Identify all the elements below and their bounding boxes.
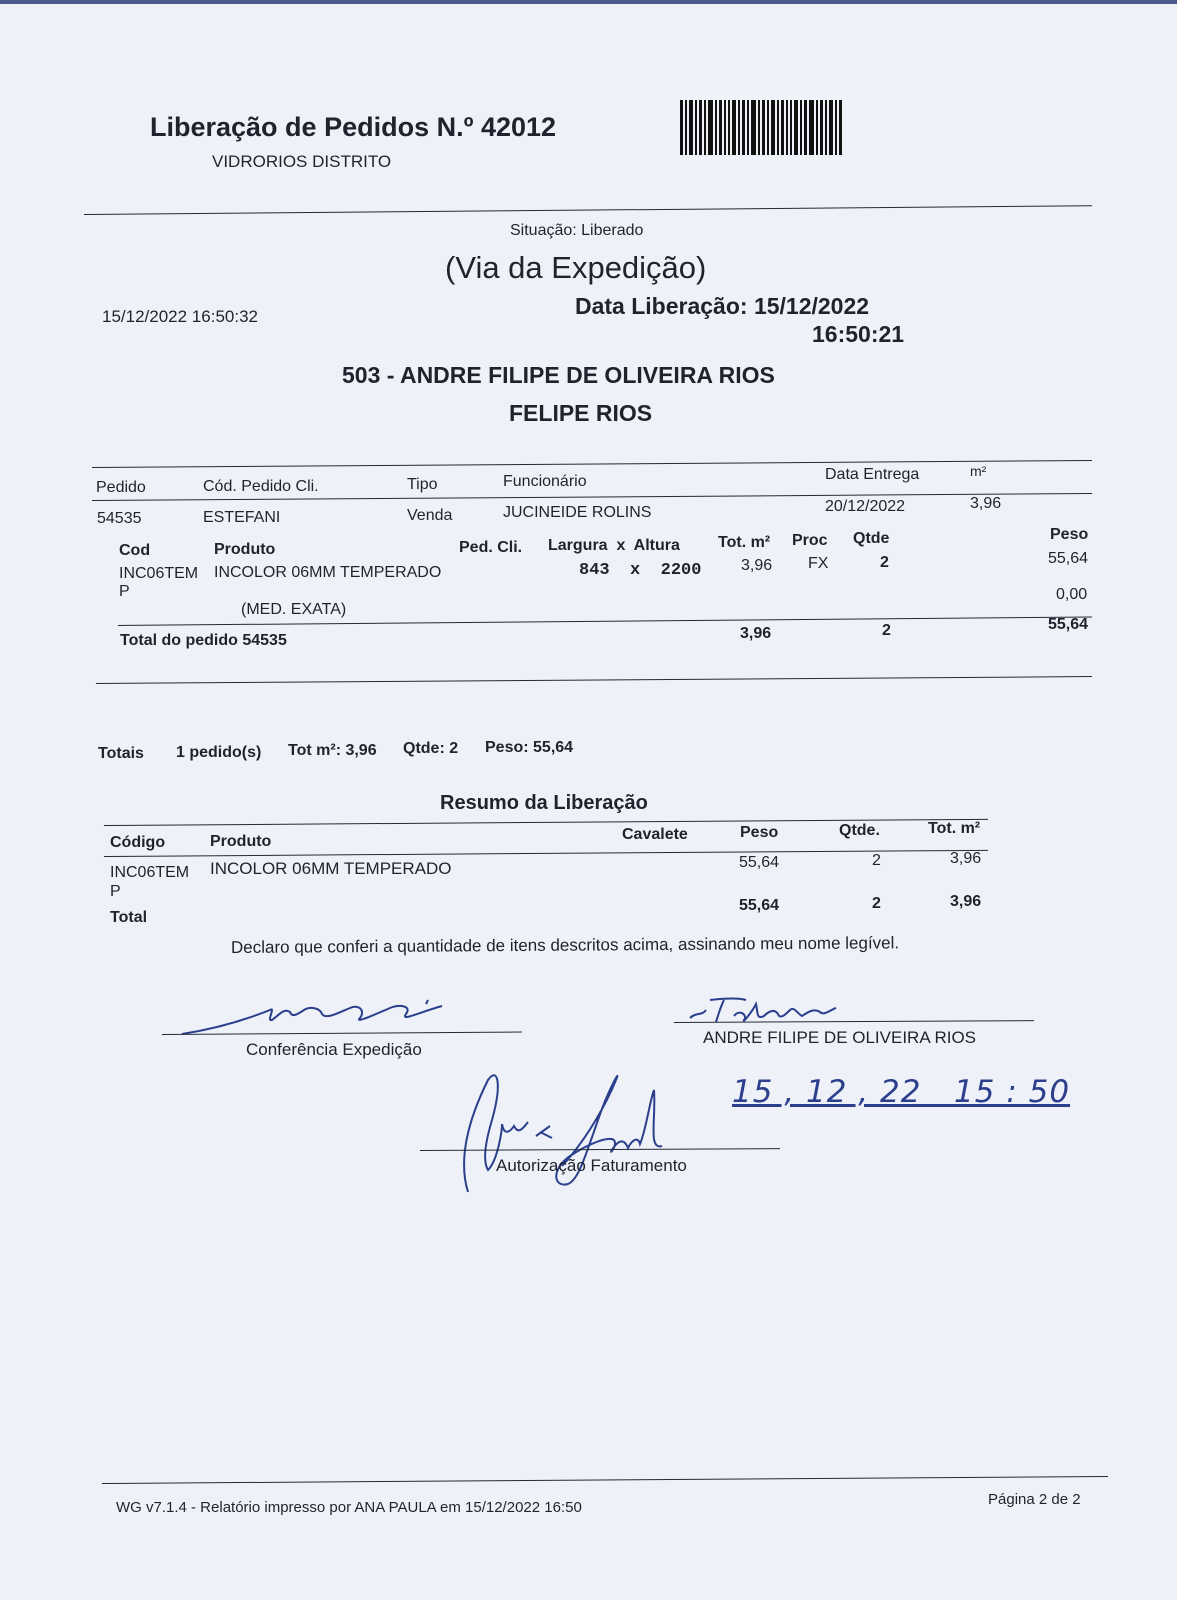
client-short-name: FELIPE RIOS [509,400,653,426]
resumo-cavalete-header: Cavalete [622,826,688,843]
item-proc: FX [808,555,829,572]
resumo-total-qtde: 2 [872,895,881,912]
via-label: (Via da Expedição) [445,250,707,285]
item-ped-cli-header: Ped. Cli. [459,539,523,556]
totais-label: Totais [98,745,144,762]
client-name: 503 - ANDRE FILIPE DE OLIVEIRA RIOS [342,362,775,388]
printed-timestamp: 15/12/2022 16:50:32 [102,307,258,326]
resumo-qtde: 2 [872,852,881,869]
resumo-peso: 55,64 [739,854,780,871]
item-peso-extra: 0,00 [1056,586,1088,603]
col-cod-pedido-cli-header: Cód. Pedido Cli. [203,478,319,495]
order-tipo: Venda [407,507,453,524]
item-tot-m2-header: Tot. m² [718,534,771,551]
footer-rule [102,1476,1108,1484]
status-situacao: Situação: Liberado [510,222,644,239]
item-qtde-header: Qtde [853,530,890,547]
item-cod-continued: P [119,583,130,600]
footer-printed-by: WG v7.1.4 - Relatório impresso por ANA PAULA em 15/12/2022 16:50 [116,1499,582,1516]
resumo-qtde-header: Qtde. [839,822,880,839]
item-tot-m2: 3,96 [741,557,773,574]
resumo-codigo-continued: P [110,883,121,900]
order-total-m2: 3,96 [740,625,772,642]
resumo-tot-m2-header: Tot. m² [928,820,981,837]
resumo-total-peso: 55,64 [739,897,780,914]
conferencia-label: Conferência Expedição [246,1040,422,1059]
item-proc-header: Proc [792,532,828,549]
conferencia-signature-scribble [180,994,450,1044]
client-signature-label: ANDRE FILIPE DE OLIVEIRA RIOS [703,1028,977,1047]
item-peso-header: Peso [1050,526,1089,543]
item-produto: INCOLOR 06MM TEMPERADO [214,564,442,581]
footer-page-number: Página 2 de 2 [988,1491,1081,1508]
item-peso: 55,64 [1048,550,1089,567]
header-divider [84,205,1092,215]
barcode-image [680,100,856,155]
data-liberacao-time: 16:50:21 [812,321,905,347]
order-total-label: Total do pedido 54535 [120,632,287,649]
company-name: VIDRORIOS DISTRITO [212,152,392,171]
resumo-total-label: Total [110,909,148,926]
order-cod-pedido-cli: ESTEFANI [203,509,281,526]
document-title: Liberação de Pedidos N.º 42012 [150,112,557,142]
order-funcionario: JUCINEIDE ROLINS [503,504,652,521]
col-funcionario-header: Funcionário [503,473,587,490]
resumo-produto-header: Produto [210,833,272,850]
handwritten-date: 15 , 12 , 22 15 : 50 [732,1074,1071,1110]
item-produto-header: Produto [214,541,276,558]
resumo-tot-m2: 3,96 [950,850,982,867]
declaration-text: Declaro que conferi a quantidade de itens descritos acima, assinando meu nome legível. [230,933,900,957]
item-largura-altura-header: Largura x Altura [548,537,680,554]
order-total-qtde: 2 [882,622,891,639]
order-total-peso: 55,64 [1048,616,1089,633]
resumo-peso-header: Peso [740,824,779,841]
order-table-top-rule [92,460,1092,468]
order-pedido: 54535 [97,510,142,527]
col-pedido-header: Pedido [96,479,146,496]
totais-qtde: Qtde: 2 [403,740,459,757]
order-bottom-rule [96,676,1092,684]
resumo-codigo-header: Código [110,834,166,851]
resumo-title: Resumo da Liberação [440,792,648,814]
resumo-codigo: INC06TEM [110,864,190,881]
col-m2-header: m² [970,463,987,479]
resumo-total-tot-m2: 3,96 [950,893,982,910]
col-data-entrega-header: Data Entrega [825,466,920,483]
item-cod-header: Cod [119,542,151,559]
item-cod: INC06TEM [119,565,199,582]
autorizacao-signature-scribble [458,1060,698,1200]
item-obs: (MED. EXATA) [241,601,347,618]
order-m2: 3,96 [970,495,1002,512]
totais-pedidos: 1 pedido(s) [176,744,262,761]
data-liberacao: Data Liberação: 15/12/2022 [575,293,870,319]
order-data-entrega: 20/12/2022 [825,498,906,515]
resumo-produto: INCOLOR 06MM TEMPERADO [210,859,452,878]
totais-peso: Peso: 55,64 [485,739,574,756]
col-tipo-header: Tipo [407,476,438,493]
document-sheet [0,4,1177,1600]
autorizacao-label: Autorização Faturamento [496,1156,687,1175]
item-qtde: 2 [880,554,889,571]
item-dimensions: 843 x 2200 [579,561,702,580]
totais-m2: Tot m²: 3,96 [288,742,377,759]
